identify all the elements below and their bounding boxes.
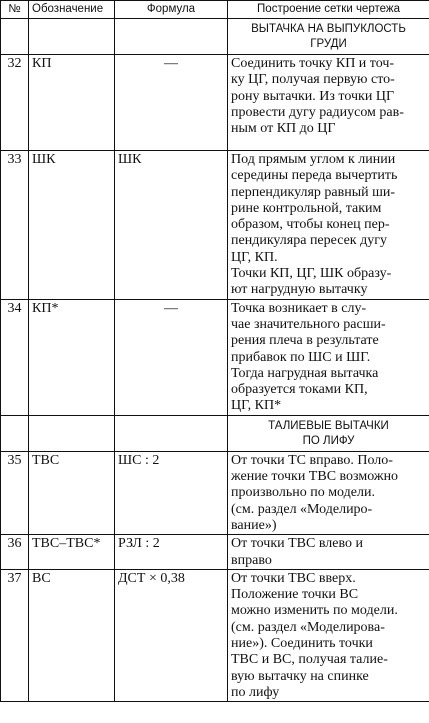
row-description: От точки ТС вправо. Поло- жение точки ТВС возможно произвольно по модели. (см. раздел «Моделиро- вание») xyxy=(228,451,429,534)
row-designation: ВС xyxy=(29,569,115,701)
row-description: От точки ТВС влево и вправо xyxy=(228,535,429,570)
table-row xyxy=(1,55,429,151)
row-designation: КП* xyxy=(29,299,115,415)
section-title xyxy=(228,415,429,451)
row-designation: ШК xyxy=(29,151,115,300)
section-title-line: ВЫТАЧКА НА ВЫПУКЛОСТЬ xyxy=(251,23,406,35)
row-number: 37 xyxy=(1,569,29,701)
row-number: 34 xyxy=(1,299,29,415)
row-number: 35 xyxy=(1,451,29,534)
row-number: 32 xyxy=(1,55,29,151)
table-row xyxy=(1,299,429,415)
row-designation: ТВС xyxy=(29,451,115,534)
table-row xyxy=(1,451,429,534)
header-row xyxy=(1,1,429,19)
row-number: 36 xyxy=(1,535,29,570)
row-description: Точка возникает в слу- чае значительного расши- рения плеча в результате прибавок по ШС и ШГ. Тогда нагрудная вытачка образуется токами КП, ЦГ, КП* xyxy=(228,299,429,415)
row-formula: ШС : 2 xyxy=(115,451,228,534)
row-description: От точки ТВС вверх. Положение точки ВС можно изменить по модели. (см. раздел «Моделирова- ние»). Соединить точки ТВС и ВС, получая талие- вую вытачку на спинке по лифу xyxy=(228,569,429,701)
row-formula: РЗЛ : 2 xyxy=(115,535,228,570)
section-row xyxy=(1,19,429,55)
row-number: 33 xyxy=(1,151,29,300)
section-row xyxy=(1,415,429,451)
row-description: Под прямым углом к линии середины переда вычертить перпендикуляр равный ши- рине контрольной, таким образом, чтобы конец пер- пендикуляра пересек дугу ЦГ, КП. Точки КП, ЦГ, ШК образу- ют нагрудную вытачку xyxy=(228,151,429,300)
header-construction: Построение сетки чертежа xyxy=(228,1,429,19)
section-title xyxy=(228,19,429,55)
table-row xyxy=(1,535,429,570)
row-designation: КП xyxy=(29,55,115,151)
row-description: Соединить точку КП и точ- ку ЦГ, получая первую сто- рону вытачки. Из точки ЦГ провести дугу радиусом рав- ным от КП до ЦГ xyxy=(228,55,429,151)
header-designation: Обозначение xyxy=(29,1,115,19)
header-formula: Формула xyxy=(115,1,228,19)
row-designation: ТВС–ТВС* xyxy=(29,535,115,570)
row-formula: — xyxy=(115,299,228,415)
table-row xyxy=(1,151,429,300)
row-formula: — xyxy=(115,55,228,151)
row-formula: ШК xyxy=(115,151,228,300)
section-title-line: ТАЛИЕВЫЕ ВЫТАЧКИ xyxy=(268,419,389,432)
header-num: № xyxy=(1,1,29,19)
section-title-line: ПО ЛИФУ xyxy=(302,434,355,447)
section-title-line: ГРУДИ xyxy=(310,38,347,50)
table-row xyxy=(1,569,429,701)
row-formula: ДСТ × 0,38 xyxy=(115,569,228,701)
